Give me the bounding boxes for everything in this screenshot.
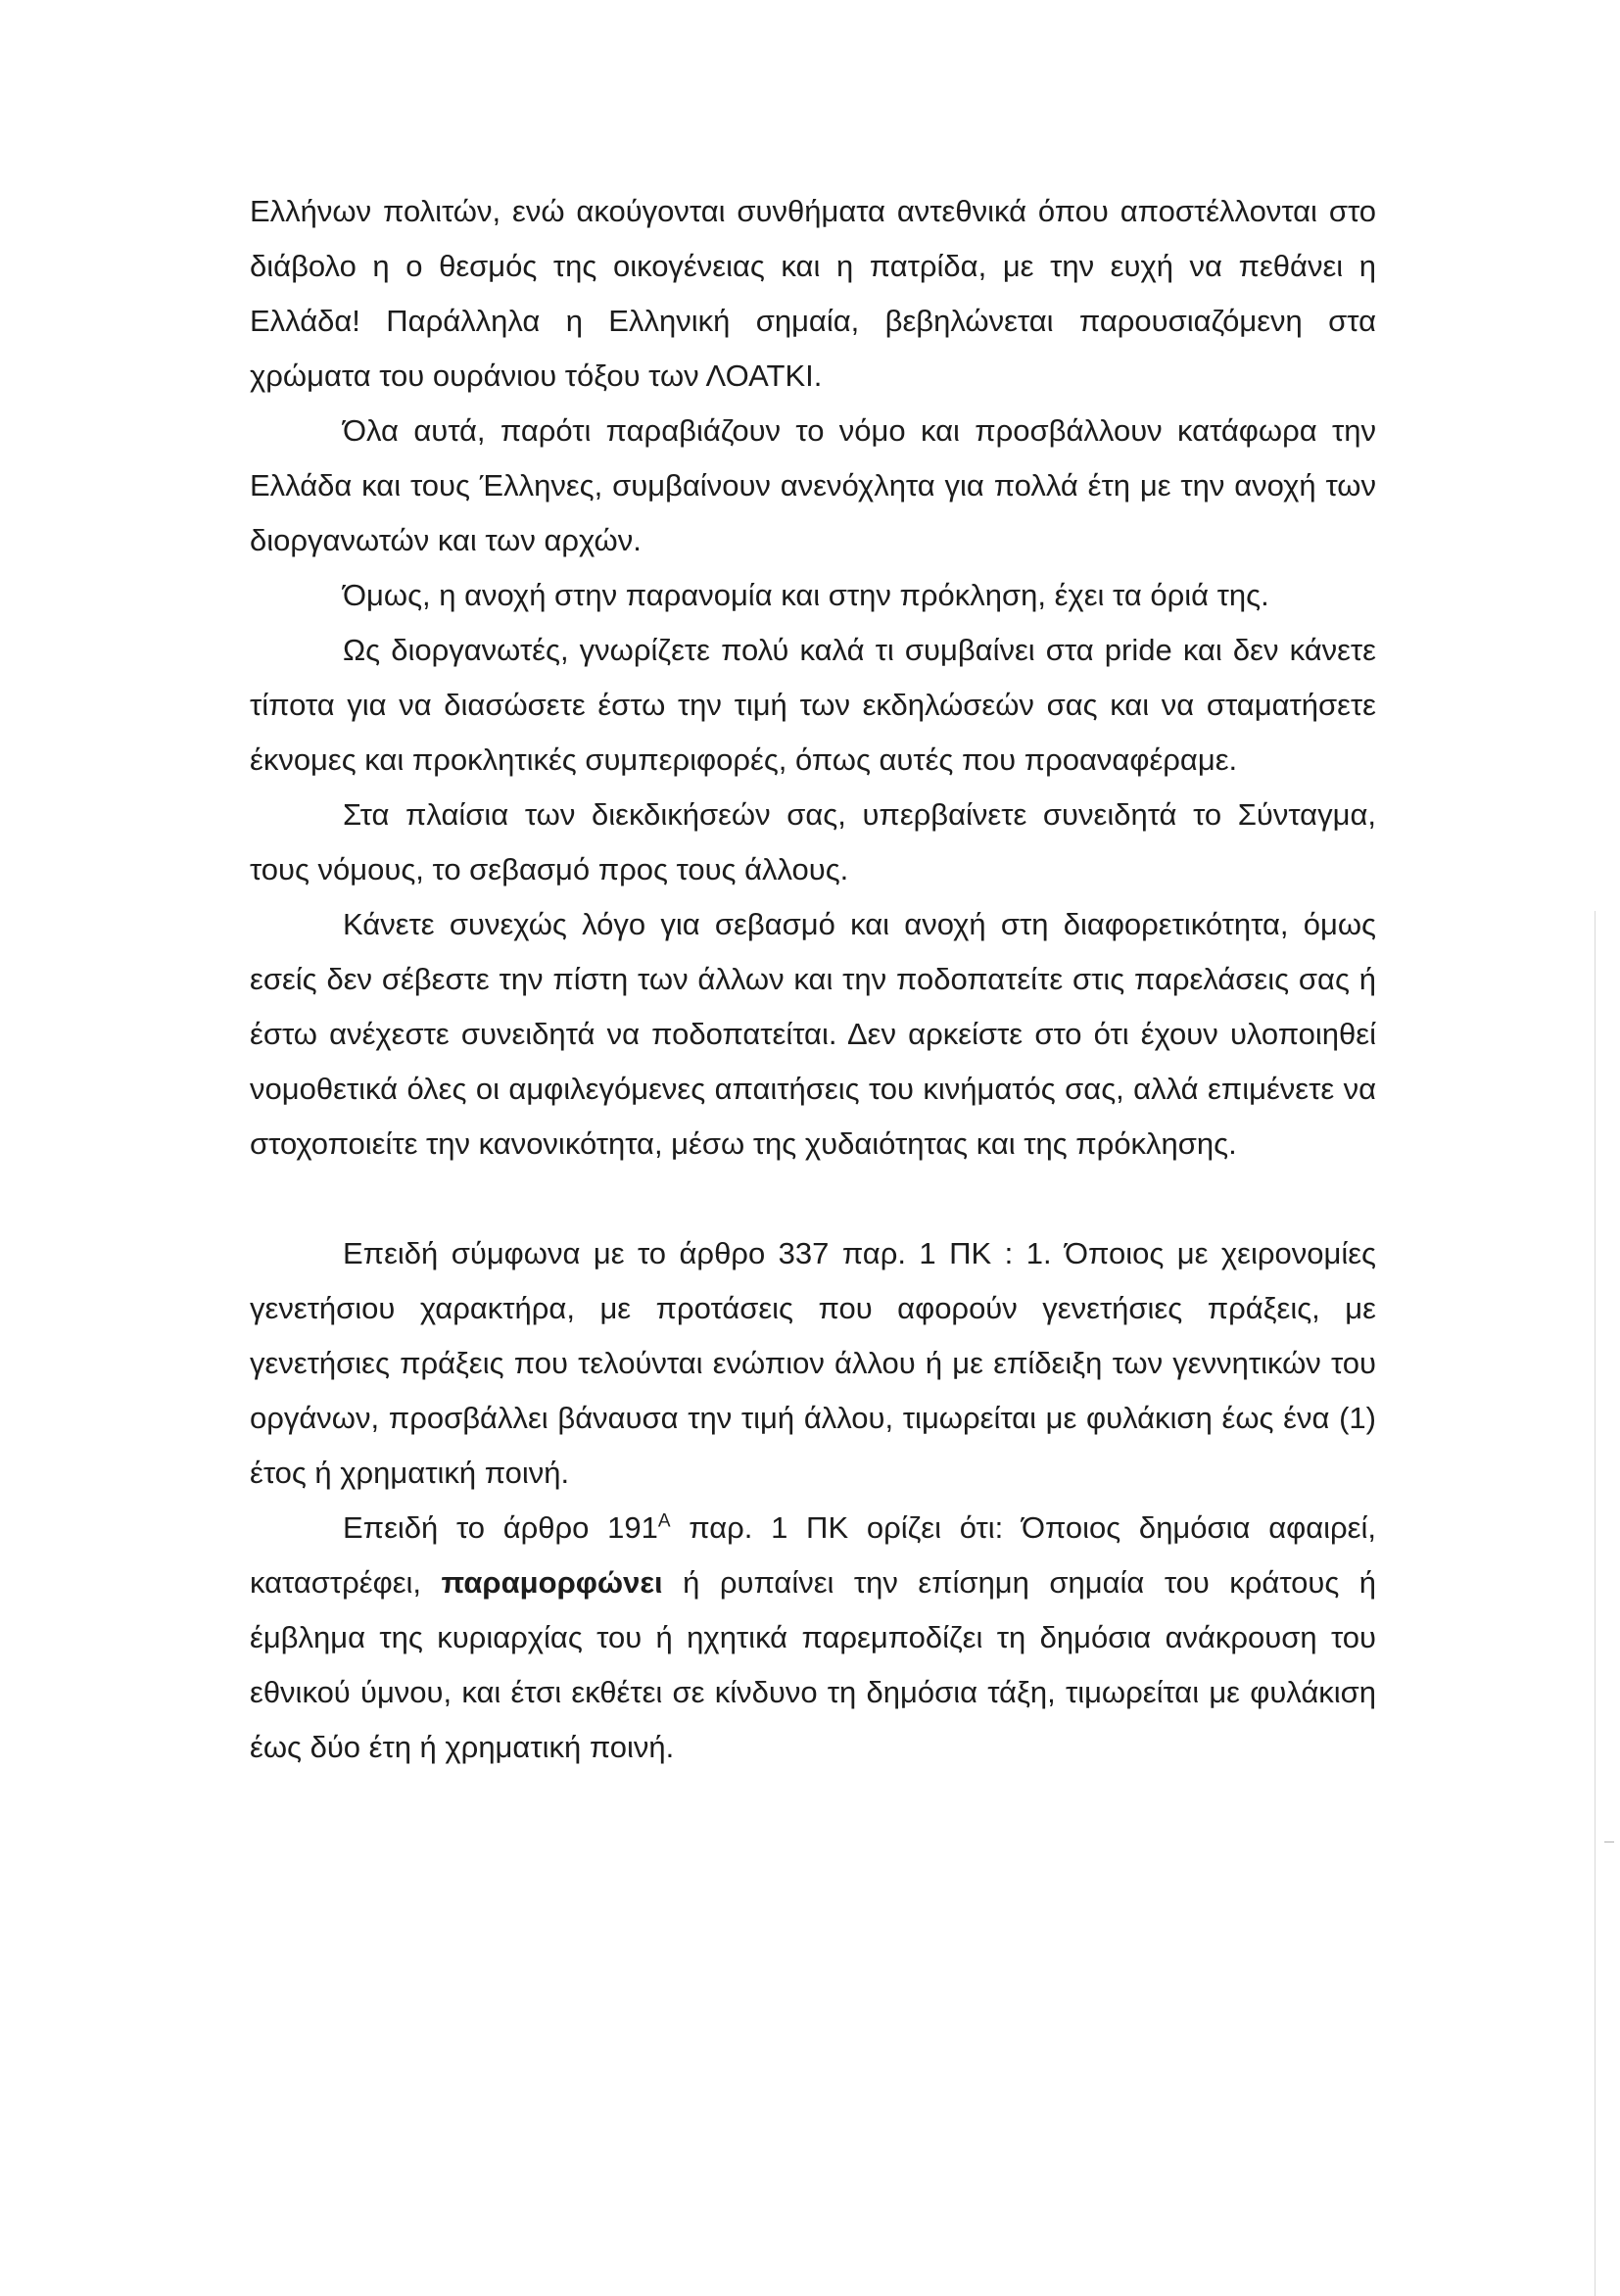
- article-191a-text-end: ή ρυπαίνει την επίσημη σημαία του κράτους ή έμβλημα της κυριαρχίας του ή ηχητικά παρεμποδίζει τη δημόσια ανάκρουση του εθνικού ύμνου, και έτσι εκθέτει σε κίνδυνο τη δημόσια τάξη, τιμωρείται με φυλάκιση έως δύο έτη ή χρηματική ποινή.: [250, 1565, 1376, 1764]
- paragraph-article-337: Επειδή σύμφωνα με το άρθρο 337 παρ. 1 ΠΚ : 1. Όποιος με χειρονομίες γενετήσιου χαρακτήρα, με προτάσεις που αφορούν γενετήσιες πράξεις, με γενετήσιες πράξεις που τελούνται ενώπιον άλλου ή με επίδειξη των γεννητικών του οργάνων, προσβάλλει βάναυσα την τιμή άλλου, τιμωρείται με φυλάκιση έως ένα (1) έτος ή χρηματική ποινή.: [250, 1236, 1376, 1490]
- paragraph-laws-violated: Όλα αυτά, παρότι παραβιάζουν το νόμο και προσβάλλουν κατάφωρα την Ελλάδα και τους Έλληνες, συμβαίνουν ανενόχλητα για πολλά έτη με την ανοχή των διοργανωτών και των αρχών.: [250, 413, 1376, 557]
- paragraph-tolerance-limits: Όμως, η ανοχή στην παρανομία και στην πρόκληση, έχει τα όριά της.: [343, 578, 1269, 612]
- paragraph-continuation: Ελλήνων πολιτών, ενώ ακούγονται συνθήματα αντεθνικά όπου αποστέλλονται στο διάβολο η ο θεσμός της οικογένειας και η πατρίδα, με την ευχή να πεθάνει η Ελλάδα! Παράλληλα η Ελληνική σημαία, βεβηλώνεται παρουσιαζόμενη στα χρώματα του ουράνιου τόξου των ΛΟΑΤΚΙ.: [250, 194, 1376, 393]
- scan-edge-line: [1595, 911, 1596, 2296]
- paragraph-article-191a: [250, 1501, 1376, 1775]
- emphasized-word: παραμορφώνει: [441, 1565, 663, 1600]
- article-191a-text-middle: παρ. 1 ΠΚ ορίζει ότι: Όποιος δημόσια αφαιρεί, καταστρέφει,: [250, 1510, 1376, 1600]
- paragraph-organizers: Ως διοργανωτές, γνωρίζετε πολύ καλά τι συμβαίνει στα pride και δεν κάνετε τίποτα για να διασώσετε έστω την τιμή των εκδηλώσεών σας και να σταματήσετε έκνομες και προκλητικές συμπεριφορές, όπως αυτές που προαναφέραμε.: [250, 633, 1376, 777]
- paragraph-respect: Κάνετε συνεχώς λόγο για σεβασμό και ανοχή στη διαφορετικότητα, όμως εσείς δεν σέβεστε την πίστη των άλλων και την ποδοπατείτε στις παρελάσεις σας ή έστω ανέχεστε συνειδητά να ποδοπατείται. Δεν αρκείστε στο ότι έχουν υλοποιηθεί νομοθετικά όλες οι αμφιλεγόμενες απαιτήσεις του κινήματός σας, αλλά επιμένετε να στοχοποιείτε την κανονικότητα, μέσω της χυδαιότητας και της πρόκλησης.: [250, 907, 1376, 1161]
- article-superscript: Α: [657, 1510, 671, 1532]
- paragraph-demands: Στα πλαίσια των διεκδικήσεών σας, υπερβαίνετε συνειδητά το Σύνταγμα, τους νόμους, το σεβασμό προς τους άλλους.: [250, 797, 1376, 886]
- document-body: [250, 184, 1376, 1775]
- article-191a-text-start: Επειδή το άρθρο 191: [343, 1510, 658, 1545]
